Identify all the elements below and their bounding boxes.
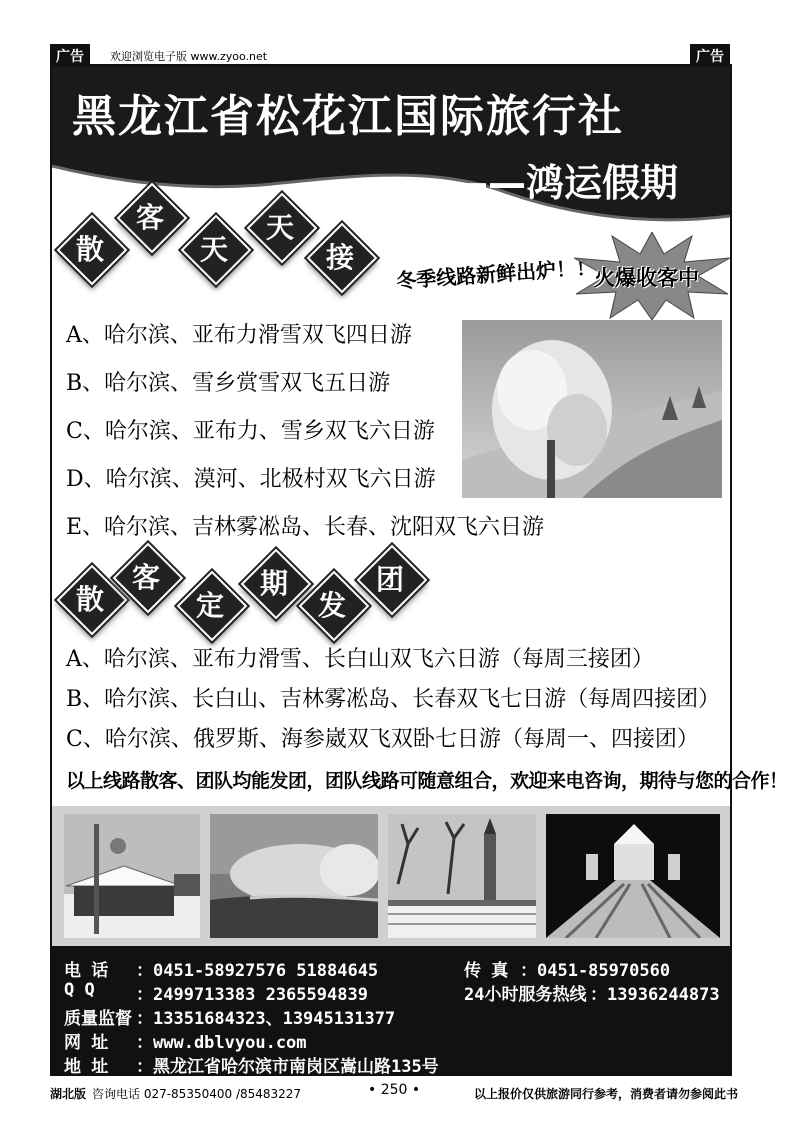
season-slogan: 冬季线路新鲜出炉！！	[395, 255, 597, 293]
diamond-char: 散	[75, 583, 104, 616]
diamond-char: 接	[325, 241, 354, 274]
snow-tree-photo	[462, 320, 722, 498]
agency-title: 黑龙江省松花江国际旅行社	[72, 91, 624, 142]
quality-label: 质量监督	[64, 1009, 132, 1029]
diamond-char: 天	[199, 233, 228, 266]
route-c: C、哈尔滨、亚布力、雪乡双飞六日游	[66, 419, 435, 444]
web-label: 网 址	[64, 1033, 109, 1053]
ad-label-right: 广告	[690, 44, 730, 68]
ad-label-left: 广告	[50, 44, 90, 68]
web-value[interactable]: ：www.dblvyou.com	[136, 1033, 307, 1053]
footer-phone: 咨询电话 027-85350400 /85483227	[92, 1087, 302, 1101]
address-label: 地 址	[64, 1057, 109, 1077]
disclaimer: 以上报价仅供旅游同行参考，消费者请勿参阅此书	[474, 1087, 739, 1101]
route-a: A、哈尔滨、亚布力滑雪双飞四日游	[66, 323, 412, 348]
edition-label: 湖北版	[50, 1087, 87, 1101]
site-notice: 欢迎浏览电子版 www.zyoo.net	[110, 50, 268, 63]
church-snow-photo	[388, 814, 536, 938]
qq-label: Q Q	[64, 980, 95, 1000]
hotline-label: 24小时服务热线	[464, 985, 587, 1005]
tel-label: 电 话	[64, 961, 109, 981]
diamond-char: 发	[317, 589, 346, 622]
group-route-c: C、哈尔滨、俄罗斯、海参崴双飞双卧七日游（每周一、四接团）	[66, 727, 699, 752]
address-value: ：黑龙江省哈尔滨市南岗区嵩山路135号	[136, 1057, 439, 1077]
group-route-a: A、哈尔滨、亚布力滑雪、长白山双飞六日游（每周三接团）	[66, 647, 654, 672]
ice-castle-photo	[546, 814, 720, 938]
diamond-char: 定	[195, 589, 224, 622]
route-e: E、哈尔滨、吉林雾凇岛、长春、沈阳双飞六日游	[66, 515, 545, 540]
cooperation-note: 以上线路散客、团队均能发团，团队线路可随意组合，欢迎来电咨询，期待与您的合作！	[66, 770, 788, 792]
diamond-char: 期	[259, 567, 288, 600]
hotline-value: ：13936244873	[590, 985, 720, 1005]
diamond-char: 客	[131, 561, 160, 594]
agency-subtitle: ——鸿运假期	[450, 161, 679, 205]
burst-text: 火爆收客中	[594, 266, 699, 290]
diamond-char: 客	[135, 201, 164, 234]
fax-value: ：0451-85970560	[520, 961, 671, 981]
village-photo	[64, 814, 200, 938]
page-number: • 250 •	[368, 1082, 421, 1098]
frozen-river-photo	[210, 814, 378, 938]
tel-value: ：0451-58927576 51884645	[136, 961, 379, 981]
fax-label: 传 真	[464, 961, 509, 981]
quality-value: ：13351684323、13945131377	[136, 1009, 396, 1029]
route-d: D、哈尔滨、漠河、北极村双飞六日游	[66, 467, 436, 492]
diamond-char: 散	[75, 233, 104, 266]
group-route-b: B、哈尔滨、长白山、吉林雾凇岛、长春双飞七日游（每周四接团）	[66, 687, 721, 712]
route-b: B、哈尔滨、雪乡赏雪双飞五日游	[66, 371, 391, 396]
diamond-char: 团	[375, 563, 404, 596]
diamond-char: 天	[265, 211, 294, 244]
qq-value: ：2499713383 2365594839	[136, 985, 368, 1005]
